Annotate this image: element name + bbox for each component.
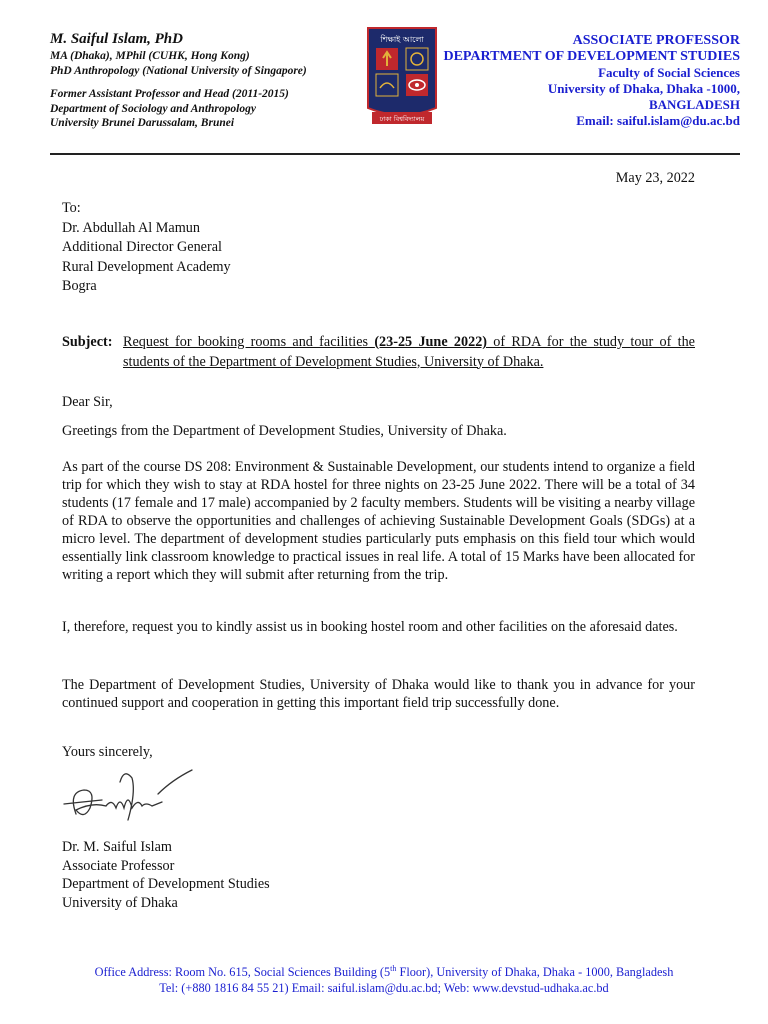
to-label: To:	[62, 200, 81, 216]
degrees-line-1: MA (Dhaka), MPhil (CUHK, Hong Kong)	[50, 50, 250, 62]
department-name: DEPARTMENT OF DEVELOPMENT STUDIES	[443, 49, 740, 64]
footer	[0, 964, 768, 996]
position-title: ASSOCIATE PROFESSOR	[572, 33, 740, 48]
recipient-city: Bogra	[62, 278, 97, 294]
recipient-title: Additional Director General	[62, 239, 222, 255]
recipient-block	[62, 199, 231, 297]
closing: Yours sincerely,	[62, 744, 153, 760]
signatory-department: Department of Development Studies	[62, 876, 270, 892]
signature-image	[62, 762, 202, 832]
subject-text-post: of RDA for the study tour of the students of the Department of Development Studies, University of Dhaka.	[123, 334, 695, 370]
footer-contact[interactable]: Tel: (+880 1816 84 55 21) Email: saiful.islam@du.ac.bd; Web: www.devstud-udhaka.ac.bd	[159, 981, 609, 995]
footer-address-sup: th	[390, 963, 397, 973]
letter-date: May 23, 2022	[615, 170, 695, 186]
former-position-line-1: Former Assistant Professor and Head (2011-2015)	[50, 88, 289, 100]
subject-text	[123, 333, 695, 372]
paragraph-greeting: Greetings from the Department of Development Studies, University of Dhaka.	[62, 423, 507, 439]
country: BANGLADESH	[648, 97, 740, 112]
letterhead-right	[410, 33, 740, 129]
footer-address-post: Floor), University of Dhaka, Dhaka - 1000, Bangladesh	[396, 965, 674, 979]
paragraph-details: As part of the course DS 208: Environment & Sustainable Development, our students intend to organize a field trip for which they wish to stay at RDA hostel for three nights on 23-25 June 2022. There will be a total of 34 students (17 female and 17 male) accompanied by 2 faculty members. Students will be visiting a nearby village of RDA to observe the opportunities and challenges of achieving Sustainable Development Goals (SDGs) at a micro level. The department of development studies particularly puts emphasis on this field tour which would essentially link classroom knowledge to practical issues in real life. A total of 15 Marks have been allocated for writing a report which they will submit after returning from the trip.	[62, 459, 695, 583]
signatory-title: Associate Professor	[62, 857, 175, 874]
university-address: University of Dhaka, Dhaka -1000,	[547, 81, 740, 96]
former-position-line-3: University Brunei Darussalam, Brunei	[50, 117, 235, 129]
faculty-name: Faculty of Social Sciences	[598, 65, 740, 80]
header-divider	[50, 153, 740, 155]
subject-text-pre: Request for booking rooms and facilities	[123, 334, 375, 350]
logo-motto: শিক্ষাই আলো	[380, 35, 424, 44]
author-name: M. Saiful Islam, PhD	[50, 31, 183, 47]
paragraph-thanks: The Department of Development Studies, University of Dhaka would like to thank you in advance for your continued support and cooperation in getting this important field trip successfully done.	[62, 677, 695, 711]
logo-banner: ঢাকা বিশ্ববিদ্যালয়	[379, 115, 425, 123]
degrees-line-2: PhD Anthropology (National University of Singapore)	[50, 64, 307, 77]
salutation: Dear Sir,	[62, 394, 113, 410]
letterhead-left	[50, 30, 380, 131]
footer-address	[0, 964, 768, 980]
footer-address-pre: Office Address: Room No. 615, Social Sciences Building (5	[94, 965, 391, 979]
recipient-name: Dr. Abdullah Al Mamun	[62, 219, 200, 236]
subject-label: Subject:	[62, 334, 113, 350]
signatory-university: University of Dhaka	[62, 894, 178, 911]
signatory-block	[62, 838, 270, 912]
former-position-line-2: Department of Sociology and Anthropology	[50, 102, 256, 115]
recipient-organization: Rural Development Academy	[62, 258, 231, 275]
paragraph-request: I, therefore, request you to kindly assist us in booking hostel room and other facilities on the aforesaid dates.	[62, 619, 678, 635]
subject-dates: (23-25 June 2022)	[374, 334, 488, 350]
header-email[interactable]: Email: saiful.islam@du.ac.bd	[576, 113, 740, 128]
signatory-name: Dr. M. Saiful Islam	[62, 839, 172, 855]
